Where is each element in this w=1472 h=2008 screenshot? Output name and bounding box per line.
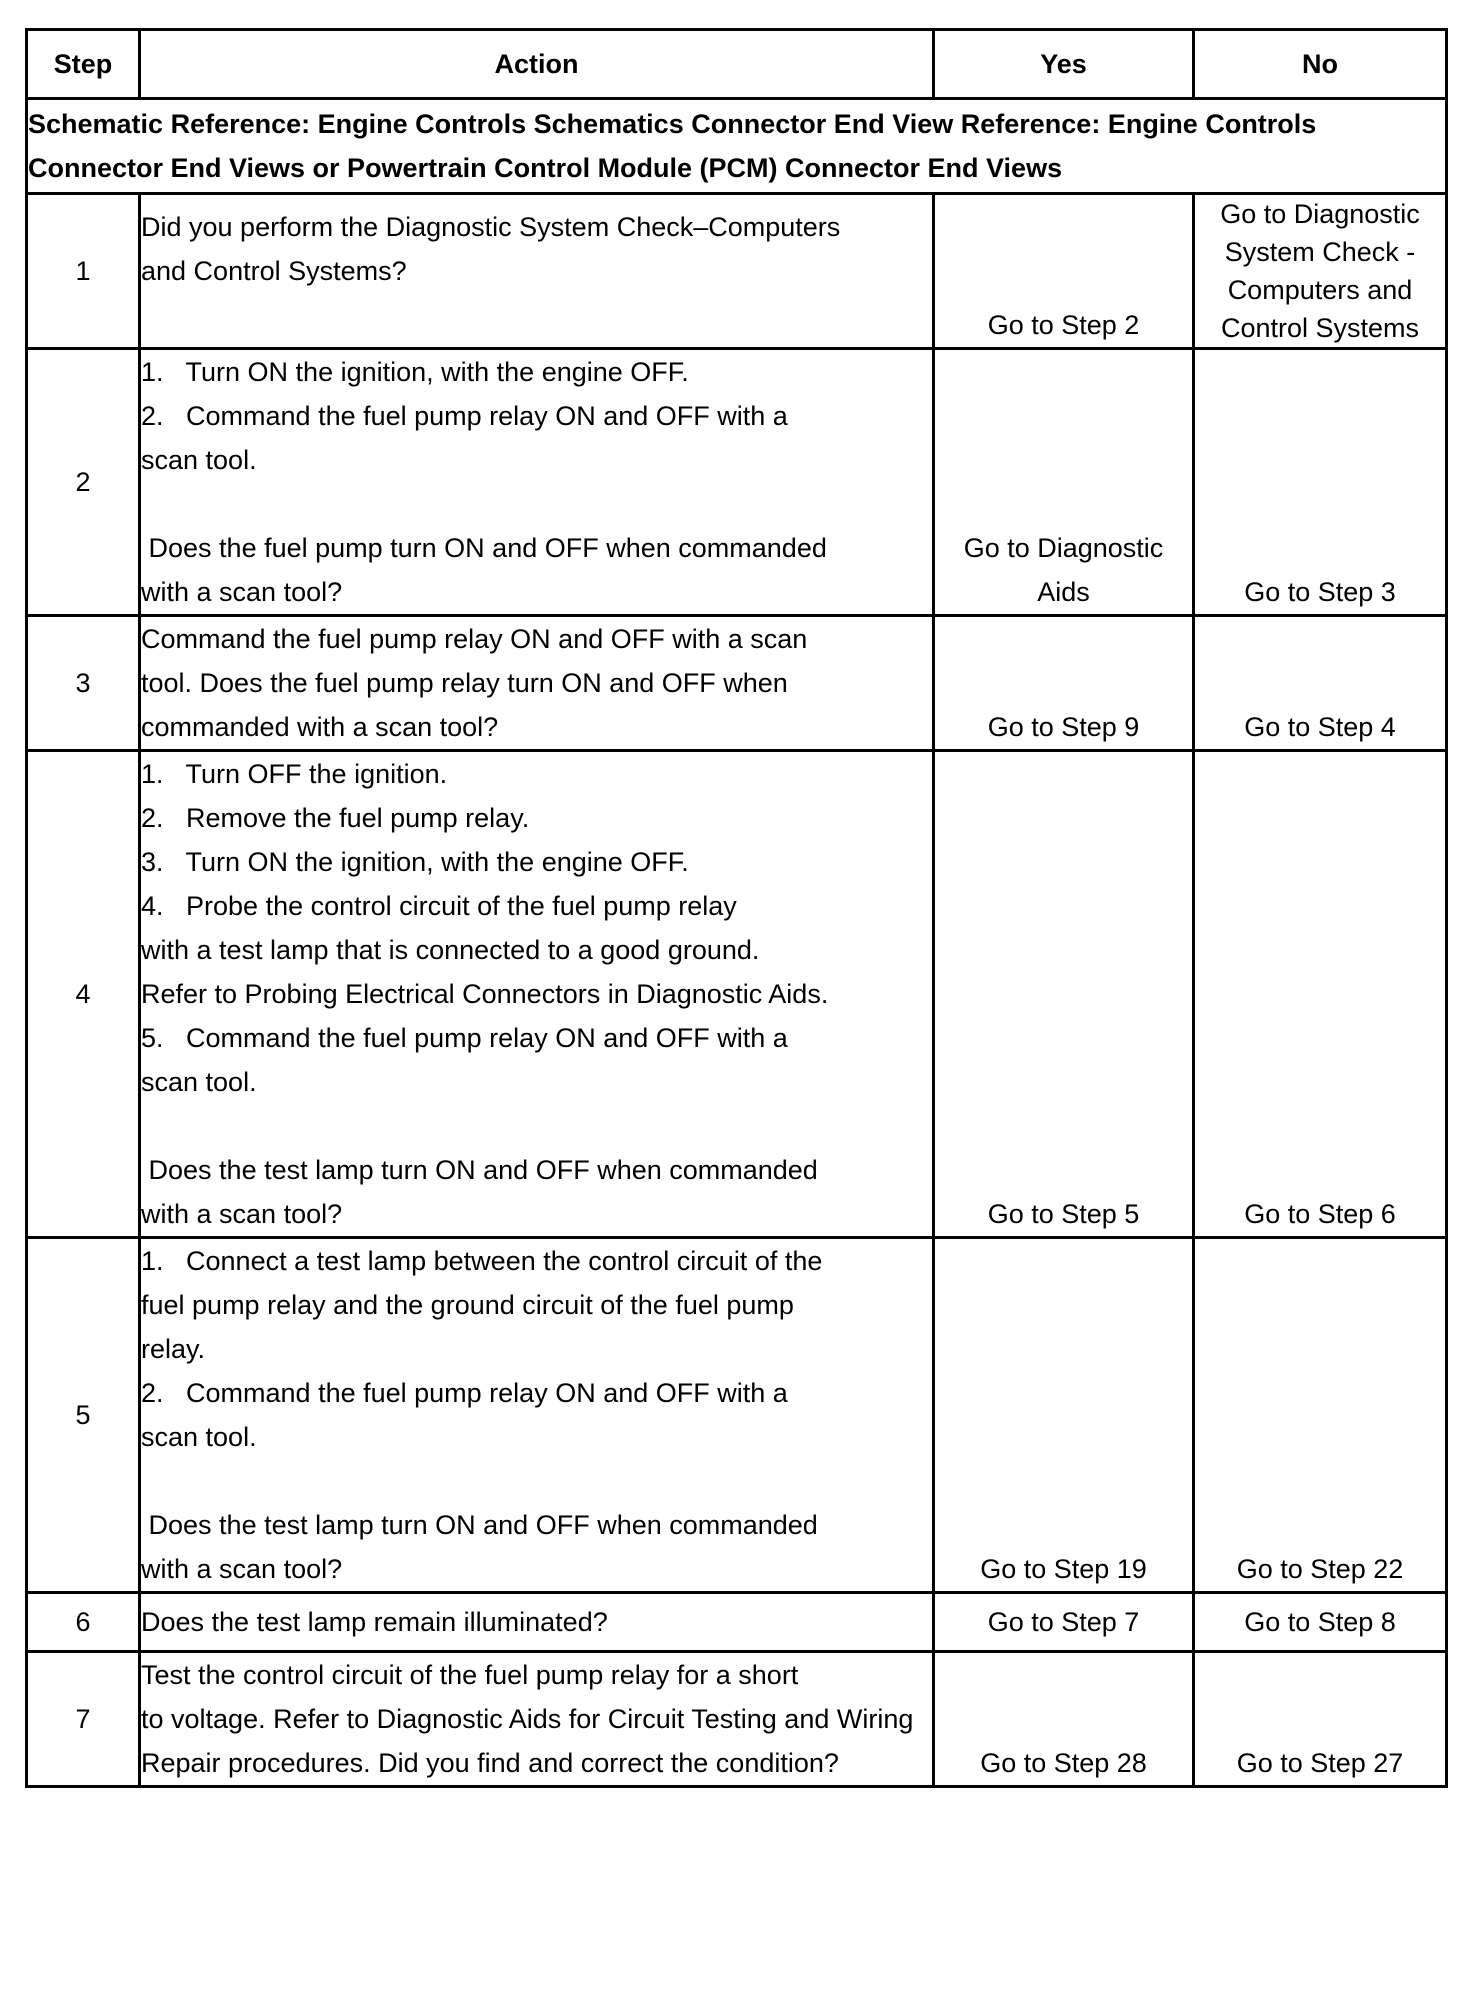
no-result-line: Computers and: [1227, 275, 1413, 305]
no-result: [1194, 751, 1447, 1238]
step-row: [27, 1593, 1447, 1652]
action-text-line: 1. Turn ON the ignition, with the engine OFF.: [141, 357, 689, 387]
action-text-line: 1. Turn OFF the ignition.: [141, 759, 448, 789]
action-text-line: and Control Systems?: [141, 256, 407, 286]
step-row: [27, 751, 1447, 1238]
action-text: [140, 194, 934, 349]
action-text-line: 2. Command the fuel pump relay ON and OFF with a: [141, 401, 788, 431]
no-result-line: Go to Step 22: [1236, 1554, 1404, 1584]
action-text-line: 5. Command the fuel pump relay ON and OFF with a: [141, 1023, 788, 1053]
step-row: [27, 616, 1447, 751]
action-text-line: Does the fuel pump turn ON and OFF when commanded: [141, 533, 827, 563]
action-text: [140, 349, 934, 616]
action-text-line: [141, 482, 932, 526]
yes-result-line: Go to Step 5: [987, 1199, 1140, 1229]
yes-result-line: Go to Diagnostic: [963, 533, 1164, 563]
yes-result-line: Go to Step 2: [987, 310, 1140, 340]
action-text-line: 2. Command the fuel pump relay ON and OFF with a: [141, 1378, 788, 1408]
action-text-line: [141, 1459, 932, 1503]
action-text-line: 3. Turn ON the ignition, with the engine OFF.: [141, 847, 689, 877]
step-row: [27, 1652, 1447, 1787]
action-text: [140, 1652, 934, 1787]
diagnostic-table: [25, 28, 1448, 1788]
no-result-line: System Check -: [1224, 237, 1416, 267]
no-result: [1194, 349, 1447, 616]
yes-result: [934, 1652, 1194, 1787]
action-text-line: 1. Connect a test lamp between the control circuit of the: [141, 1246, 823, 1276]
no-result: [1194, 1593, 1447, 1652]
action-text-line: 4. Probe the control circuit of the fuel pump relay: [141, 891, 737, 921]
step-number: 1: [27, 194, 140, 349]
action-text-line: with a scan tool?: [141, 1199, 343, 1229]
action-text: [140, 751, 934, 1238]
no-result-line: Go to Step 6: [1244, 1199, 1396, 1229]
yes-result: [934, 194, 1194, 349]
step-number: 6: [27, 1593, 140, 1652]
yes-result-line: Go to Step 9: [987, 712, 1140, 742]
step-row: [27, 349, 1447, 616]
header-no: No: [1194, 30, 1447, 99]
action-text-line: Refer to Probing Electrical Connectors in Diagnostic Aids.: [141, 979, 829, 1009]
action-text: [140, 1593, 934, 1652]
action-text-line: scan tool.: [141, 1067, 257, 1097]
yes-result: [934, 1238, 1194, 1593]
action-text-line: with a scan tool?: [141, 577, 343, 607]
reference-line: Schematic Reference: Engine Controls Schematics Connector End View Reference: Engine Controls: [28, 109, 1317, 139]
action-text-line: tool. Does the fuel pump relay turn ON and OFF when: [141, 668, 788, 698]
step-number: 7: [27, 1652, 140, 1787]
action-text-line: Did you perform the Diagnostic System Check–Computers: [141, 212, 841, 242]
no-result-line: Control Systems: [1220, 313, 1420, 343]
action-text-line: to voltage. Refer to Diagnostic Aids for Circuit Testing and Wiring: [141, 1704, 914, 1734]
action-text-line: Does the test lamp remain illuminated?: [141, 1607, 608, 1637]
step-number: 3: [27, 616, 140, 751]
yes-result-line: Aids: [1037, 577, 1090, 607]
yes-result-line: Go to Step 19: [980, 1554, 1147, 1584]
schematic-reference: [27, 99, 1447, 194]
header-row: [27, 30, 1447, 99]
no-result-line: Go to Step 27: [1236, 1748, 1404, 1778]
action-text-line: Repair procedures. Did you find and correct the condition?: [141, 1748, 839, 1778]
step-number: 5: [27, 1238, 140, 1593]
action-text-line: fuel pump relay and the ground circuit of the fuel pump: [141, 1290, 794, 1320]
reference-row: [27, 99, 1447, 194]
action-text-line: Does the test lamp turn ON and OFF when commanded: [141, 1155, 818, 1185]
no-result-line: Go to Step 8: [1244, 1607, 1396, 1637]
yes-result-line: Go to Step 28: [980, 1748, 1147, 1778]
header-yes: Yes: [934, 30, 1194, 99]
action-text-line: with a scan tool?: [141, 1554, 343, 1584]
action-text-line: with a test lamp that is connected to a good ground.: [141, 935, 760, 965]
no-result: [1194, 1652, 1447, 1787]
no-result-line: Go to Step 3: [1244, 577, 1396, 607]
action-text-line: Does the test lamp turn ON and OFF when commanded: [141, 1510, 818, 1540]
action-text-line: Test the control circuit of the fuel pump relay for a short: [141, 1660, 799, 1690]
no-result: [1194, 194, 1447, 349]
no-result-line: Go to Diagnostic: [1220, 199, 1420, 229]
action-text: [140, 616, 934, 751]
step-row: [27, 194, 1447, 349]
header-action: Action: [140, 30, 934, 99]
action-text-line: [141, 1104, 932, 1148]
action-text-line: Command the fuel pump relay ON and OFF with a scan: [141, 624, 808, 654]
no-result: [1194, 1238, 1447, 1593]
step-number: 2: [27, 349, 140, 616]
action-text-line: scan tool.: [141, 1422, 257, 1452]
reference-line: Connector End Views or Powertrain Control Module (PCM) Connector End Views: [28, 153, 1063, 183]
step-row: [27, 1238, 1447, 1593]
yes-result: [934, 616, 1194, 751]
action-text-line: scan tool.: [141, 445, 257, 475]
action-text-line: relay.: [141, 1334, 206, 1364]
yes-result: [934, 751, 1194, 1238]
step-number: 4: [27, 751, 140, 1238]
yes-result: [934, 1593, 1194, 1652]
no-result: [1194, 616, 1447, 751]
action-text-line: 2. Remove the fuel pump relay.: [141, 803, 530, 833]
yes-result: [934, 349, 1194, 616]
action-text: [140, 1238, 934, 1593]
action-text-line: commanded with a scan tool?: [141, 712, 499, 742]
no-result-line: Go to Step 4: [1244, 712, 1396, 742]
yes-result-line: Go to Step 7: [987, 1607, 1140, 1637]
header-step: Step: [27, 30, 140, 99]
